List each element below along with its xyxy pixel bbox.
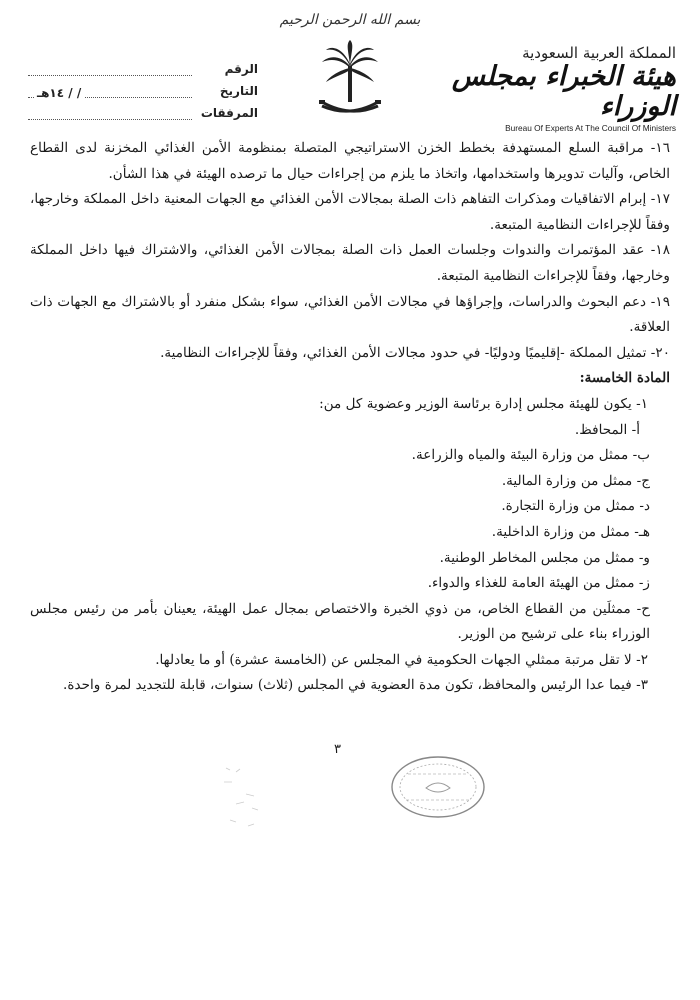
basmala: بسم الله الرحمن الرحيم [279, 12, 421, 28]
number-label: الرقم [224, 62, 258, 76]
clause-3: ٣- فيما عدا الرئيس والمحافظ، تكون مدة العضوية في المجلس (ثلاث) سنوات، قابلة للتجديد لمرة واحدة. [63, 677, 648, 694]
document-body [30, 136, 670, 699]
item-19: ١٩- دعم البحوث والدراسات، وإجراؤها في مجالات الأمن الغذائي، سواء بشكل منفرد أو بالاشتراك مع الجهات ذات العلاقة. [30, 293, 670, 336]
date-field [28, 85, 192, 98]
item-20: ٢٠- تمثيل المملكة -إقليميًا ودوليًا- في حدود مجالات الأمن الغذائي، وفقاً للإجراءات النظامية. [160, 344, 670, 361]
list-item: ب- ممثل من وزارة البيئة والمياه والزراعة. [411, 447, 650, 464]
number-field [28, 63, 192, 76]
clause-1: ١- يكون للهيئة مجلس إدارة برئاسة الوزير وعضوية كل من: [319, 395, 648, 412]
bureau-name-english: Bureau Of Experts At The Council Of Ministers [505, 123, 676, 133]
date-label: التاريخ [219, 84, 258, 98]
saudi-palm-swords-emblem-icon [318, 40, 382, 120]
reference-block [28, 54, 258, 120]
letterhead-ministry [426, 44, 676, 133]
attachments-field [28, 107, 192, 120]
list-item: د- ممثل من وزارة التجارة. [501, 498, 650, 515]
page-number: ٣ [334, 742, 341, 757]
list-item: هـ- ممثل من وزارة الداخلية. [491, 523, 650, 540]
list-item: و- ممثل من مجلس المخاطر الوطنية. [439, 549, 650, 566]
official-round-stamp-icon [388, 752, 488, 822]
number-row [28, 54, 258, 76]
faint-handwriting-mark-icon [196, 758, 286, 838]
item-17: ١٧- إبرام الاتفاقيات ومذكرات التفاهم ذات الصلة بمجالات الأمن الغذائي مع الجهات المعنية داخل المملكة وخارجها، وفقاً للإجراءات النظامية المتبعة. [30, 191, 670, 233]
item-16: ١٦- مراقبة السلع المستهدفة بخطط الخزن الاستراتيجي المتصلة بمنظومة الأمن الغذائي المخزنة لدى القطاع الخاص، وآليات تدويرها واستخدامها، واتخاذ ما يلزم من إجراءات حيال ما ترصده الهيئة في هذا الشأن. [30, 140, 670, 182]
attachments-row [28, 98, 258, 120]
list-item: أ- المحافظ. [574, 421, 640, 438]
clause-2: ٢- لا تقل مرتبة ممثلي الجهات الحكومية في المجلس عن (الخامسة عشرة) أو ما يعادلها. [155, 651, 648, 668]
list-item: ج- ممثل من وزارة المالية. [501, 472, 650, 489]
list-item: ح- ممثلَين من القطاع الخاص، من ذوي الخبرة والاختصاص بمجال عمل الهيئة، يعينان بأمر من رئيس مجلس الوزراء بناء على ترشيح من الوزير. [30, 600, 650, 643]
date-value: / / ١٤هـ [34, 86, 84, 100]
kingdom-name: المملكة العربية السعودية [522, 44, 676, 62]
article-five-title: المادة الخامسة: [579, 370, 670, 387]
bureau-name-arabic: هيئة الخبراء بمجلس الوزراء [451, 61, 676, 122]
list-item: ز- ممثل من الهيئة العامة للغذاء والدواء. [427, 575, 650, 592]
attachments-label: المرفقات [200, 106, 258, 120]
board-members-list [30, 418, 670, 648]
item-18: ١٨- عقد المؤتمرات والندوات وجلسات العمل ذات الصلة بمجالات الأمن الغذائي، والاشتراك فيها داخل المملكة وخارجها، وفقاً للإجراءات النظامية المتبعة. [30, 242, 670, 284]
date-row [28, 76, 258, 98]
